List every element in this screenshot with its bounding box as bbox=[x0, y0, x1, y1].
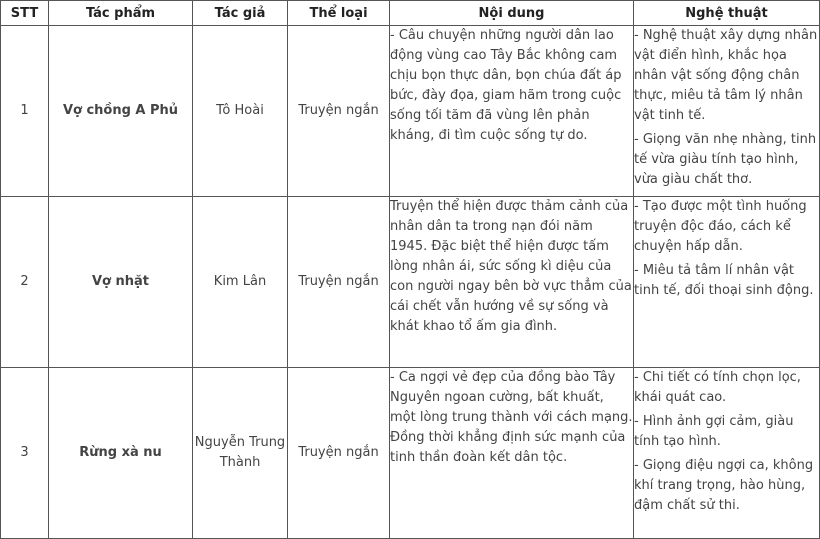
table-row bbox=[1, 197, 820, 368]
header-content: Nội dung bbox=[390, 1, 634, 26]
cell-work-title: Vợ nhặt bbox=[49, 197, 193, 368]
header-row bbox=[1, 1, 820, 26]
cell-art bbox=[634, 197, 820, 368]
art-paragraph: - Hình ảnh gợi cảm, giàu tính tạo hình. bbox=[634, 414, 794, 449]
header-genre: Thể loại bbox=[288, 1, 390, 26]
cell-stt: 2 bbox=[1, 197, 49, 368]
cell-genre: Truyện ngắn bbox=[288, 26, 390, 197]
art-paragraph: - Miêu tả tâm lí nhân vật tinh tế, đối thoại sinh động. bbox=[634, 263, 814, 298]
content-paragraph: Truyện thể hiện được thảm cảnh của nhân dân ta trong nạn đói năm 1945. Đặc biệt thể hiện được tấm lòng nhân ái, sức sống kì diệu của con người ngay bên bờ vực thẳm của cái chết vẫn hướng về sự sống và khát khao tổ ấm gia đình. bbox=[390, 199, 632, 334]
cell-genre: Truyện ngắn bbox=[288, 197, 390, 368]
header-art: Nghệ thuật bbox=[634, 1, 820, 26]
header-work: Tác phẩm bbox=[49, 1, 193, 26]
cell-author: Kim Lân bbox=[193, 197, 288, 368]
header-stt: STT bbox=[1, 1, 49, 26]
cell-genre: Truyện ngắn bbox=[288, 368, 390, 539]
content-paragraph: - Ca ngợi vẻ đẹp của đồng bào Tây Nguyên ngoan cường, bất khuất, một lòng trung thành với cách mạng. Đồng thời khẳng định sức mạnh của tinh thần đoàn kết dân tộc. bbox=[390, 370, 633, 465]
cell-content bbox=[390, 197, 634, 368]
art-paragraph: - Chi tiết có tính chọn lọc, khái quát cao. bbox=[634, 370, 801, 405]
art-paragraph: - Tạo được một tình huống truyện độc đáo, cách kể chuyện hấp dẫn. bbox=[634, 199, 807, 254]
table-row bbox=[1, 26, 820, 197]
cell-work-title: Vợ chồng A Phủ bbox=[49, 26, 193, 197]
art-paragraph: - Giọng văn nhẹ nhàng, tinh tế vừa giàu tính tạo hình, vừa giàu chất thơ. bbox=[634, 132, 817, 187]
content-paragraph: - Câu chuyện những người dân lao động vùng cao Tây Bắc không cam chịu bọn thực dân, bọn chúa đất áp bức, đày đọa, giam hãm trong cuộc sống tối tăm đã vùng lên phản kháng, đi tìm cuộc sống tự do. bbox=[390, 28, 622, 143]
cell-stt: 1 bbox=[1, 26, 49, 197]
cell-art bbox=[634, 368, 820, 539]
cell-content bbox=[390, 368, 634, 539]
art-paragraph: - Nghệ thuật xây dựng nhân vật điển hình, khắc họa nhân vật sống động chân thực, miêu tả tâm lý nhân vật tinh tế. bbox=[634, 28, 818, 123]
cell-author: Nguyễn Trung Thành bbox=[193, 368, 288, 539]
cell-author: Tô Hoài bbox=[193, 26, 288, 197]
header-author: Tác giả bbox=[193, 1, 288, 26]
cell-work-title: Rừng xà nu bbox=[49, 368, 193, 539]
art-paragraph: - Giọng điệu ngợi ca, không khí trang trọng, hào hùng, đậm chất sử thi. bbox=[634, 458, 814, 513]
table-row bbox=[1, 368, 820, 539]
cell-stt: 3 bbox=[1, 368, 49, 539]
cell-art bbox=[634, 26, 820, 197]
cell-content bbox=[390, 26, 634, 197]
